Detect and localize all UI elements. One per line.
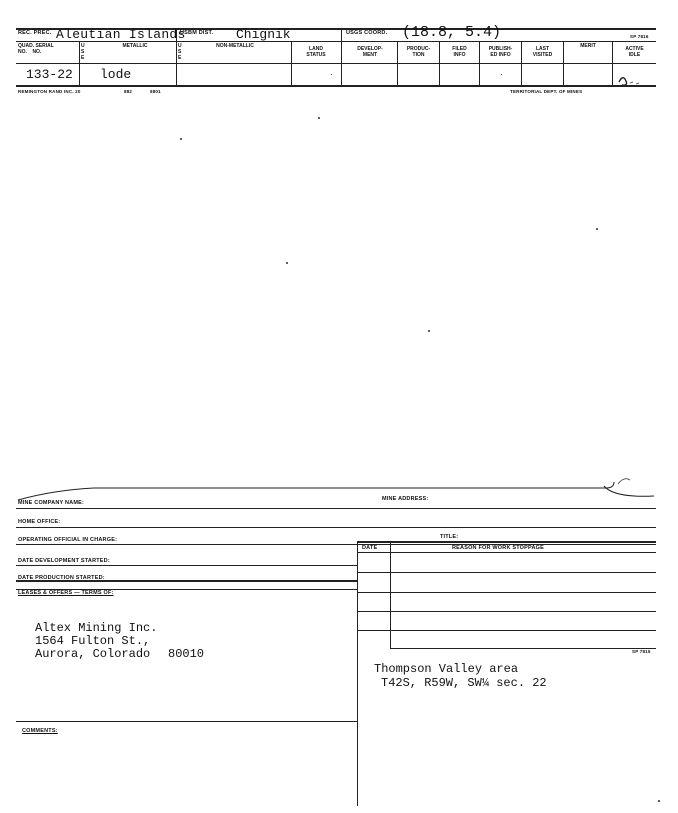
filed-info-header: FILED INFO [452, 46, 467, 58]
speck [658, 800, 660, 802]
operating-official-label: OPERATING OFFICIAL IN CHARGE: [18, 537, 118, 543]
rec-prec-value: Aleutian Islands [56, 27, 186, 42]
lessee-zip: 80010 [168, 647, 205, 661]
printer-code-1: 882 [124, 89, 133, 94]
metallic-value: lode [100, 67, 132, 82]
date-production-label: DATE PRODUCTION STARTED: [18, 575, 105, 581]
location-line-2: T42S, R59W, SW¼ sec. 22 [381, 676, 547, 690]
rec-prec-label: REC. PREC. [18, 30, 52, 36]
lessee-street: 1564 Fulton St., [35, 634, 151, 648]
merit-header: MERIT [580, 43, 596, 49]
date-column-header: DATE [362, 545, 378, 551]
quad-serial-header: QUAD. SERIAL NO. NO. [18, 43, 54, 55]
department-imprint: TERRITORIAL DEPT. OF MINES [510, 89, 583, 94]
development-header: DEVELOP- MENT [357, 46, 383, 58]
usgs-coord-label: USGS COORD. [346, 30, 388, 36]
tick-mark: · [330, 70, 333, 79]
land-status-header: LAND STATUS [306, 46, 326, 58]
title-label: TITLE: [440, 534, 459, 540]
mine-address-label: MINE ADDRESS: [382, 496, 429, 502]
location-line-1: Thompson Valley area [374, 662, 519, 676]
comments-label: COMMENTS: [22, 728, 58, 734]
reason-column-header: REASON FOR WORK STOPPAGE [452, 545, 544, 551]
lessee-name: Altex Mining Inc. [35, 621, 158, 635]
tick-mark: · [500, 70, 503, 79]
home-office-label: HOME OFFICE: [18, 519, 61, 525]
speck [596, 228, 598, 230]
usbm-dist-label: USBM DIST. [180, 30, 214, 36]
usgs-coord-value: (18.8, 5.4) [402, 24, 502, 41]
date-development-label: DATE DEVELOPMENT STARTED: [18, 558, 110, 564]
production-header: PRODUC- TION [406, 46, 431, 58]
speck [180, 138, 182, 140]
published-info-header: PUBLISH- ED INFO [488, 46, 513, 58]
last-visited-header: LAST VISITED [532, 46, 553, 58]
quad-serial-value: 133-22 [26, 67, 73, 82]
metallic-use-header: U S E [81, 43, 85, 61]
printer-imprint: REMINGTON RAND INC. 20 [18, 89, 81, 94]
mine-company-name-label: MINE COMPANY NAME: [18, 500, 85, 506]
speck [428, 330, 430, 332]
active-idle-header: ACTIVE IDLE [625, 46, 644, 58]
card-top-edge [14, 474, 664, 506]
speck [318, 117, 320, 119]
form-number: SP 7816 [630, 34, 649, 39]
nonmetallic-header: NON-METALLIC [216, 43, 254, 49]
leases-label: LEASES & OFFERS — TERMS OF: [18, 590, 114, 596]
speck [286, 262, 288, 264]
nonmetallic-use-header: U S E [178, 43, 182, 61]
form-number-bottom: SP 7815 [632, 649, 651, 654]
lessee-city: Aurora, Colorado [35, 647, 151, 661]
metallic-header: METALLIC [122, 43, 148, 49]
printer-code-2: 8801 [150, 89, 161, 94]
handwritten-mark [616, 74, 652, 88]
usbm-dist-value: Chignik [236, 27, 291, 42]
